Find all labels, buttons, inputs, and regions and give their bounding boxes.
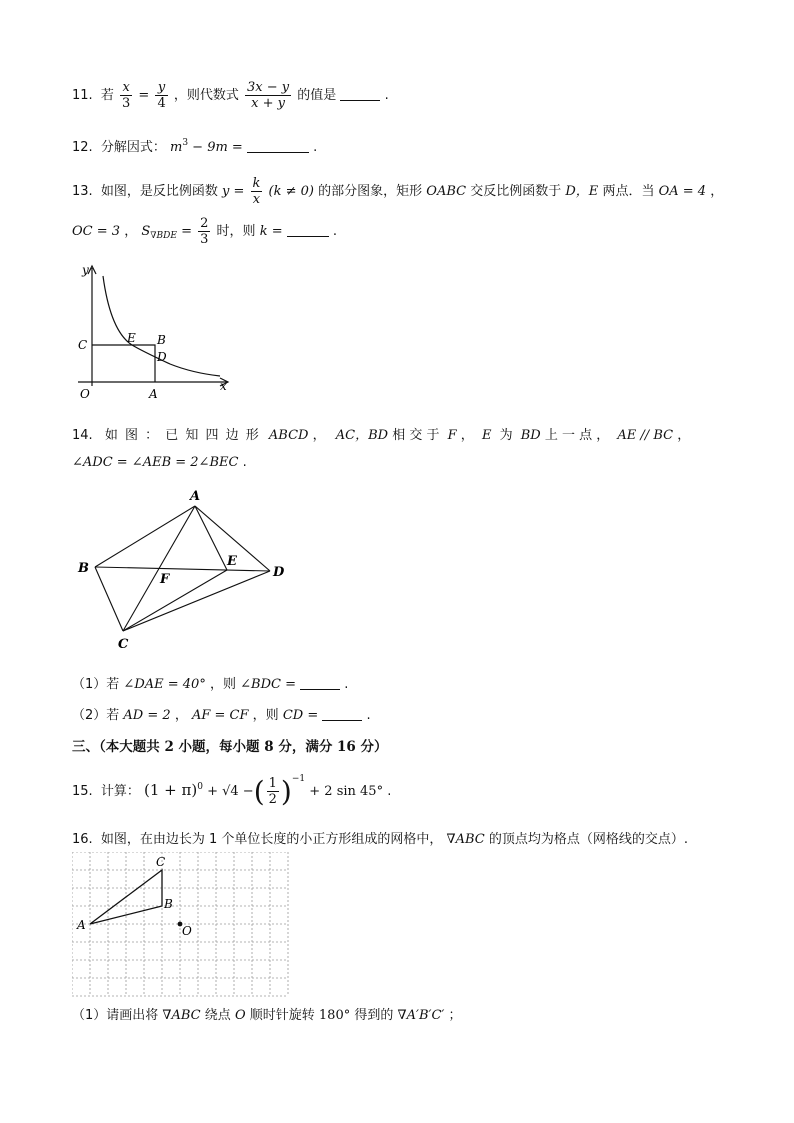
question-number: 16.	[72, 832, 93, 847]
label-b: B	[78, 561, 89, 576]
comma: ，	[312, 428, 326, 443]
period: .	[366, 708, 371, 723]
point-e: E	[481, 428, 492, 443]
period: .	[344, 677, 349, 692]
comma: ，	[124, 224, 138, 239]
text: 的部分图象，矩形	[318, 184, 423, 199]
fraction-y-over-4: $\frac{y}{4}$	[157, 80, 166, 111]
question-14-part-1	[72, 673, 348, 692]
answer-blank[interactable]	[287, 224, 329, 237]
equals-sign: =	[181, 224, 192, 239]
area-symbol: $S_{\nabla BDE}$	[141, 224, 177, 241]
text: 相 交 于	[392, 428, 440, 443]
question-13-line-2	[72, 216, 337, 247]
question-16	[72, 828, 688, 847]
points-de: D，E	[565, 184, 599, 199]
asked-cd: CD =	[282, 708, 319, 723]
quad-name: ABCD	[268, 428, 309, 443]
function-lhs: y =	[221, 184, 245, 199]
comma: ，	[460, 428, 474, 443]
label-y: y	[82, 263, 89, 277]
segment-ae	[195, 506, 227, 570]
figure-14-quadrilateral	[70, 484, 300, 654]
label-o: O	[182, 924, 192, 938]
label-c: C	[78, 338, 88, 352]
question-16-part-1	[72, 1004, 462, 1023]
label-a: A	[149, 387, 158, 401]
text: 时，则	[216, 224, 256, 239]
label-e: E	[227, 554, 237, 569]
question-11	[72, 80, 389, 111]
text: 如图，在由边长为 1 个单位长度的小正方形组成的网格中，	[100, 832, 443, 847]
period: .	[332, 224, 338, 239]
period: .	[313, 140, 318, 155]
question-number: 15.	[72, 784, 93, 799]
label-d: D	[273, 565, 285, 580]
period: .	[242, 455, 247, 470]
answer-blank[interactable]	[300, 677, 340, 690]
text: 的顶点均为格点（网格线的交点）.	[488, 832, 689, 847]
label-e: E	[127, 331, 136, 345]
section-3-heading: 三、（本大题共 2 小题，每小题 8 分，满分 16 分）	[72, 739, 388, 755]
text: （1）若	[72, 677, 120, 692]
given-ad: AD = 2	[123, 708, 171, 723]
text: 交反比例函数于	[470, 184, 562, 199]
label-b: B	[157, 333, 166, 347]
figure-13-graph	[70, 258, 240, 403]
question-number: 12.	[72, 140, 93, 155]
label-a: A	[190, 489, 201, 504]
fraction-k-over-x: $\frac{k}{x}$	[252, 176, 261, 207]
condition: (k ≠ 0)	[268, 184, 314, 199]
period: .	[384, 88, 389, 103]
expression: $(1 + \pi)^0 + √4$ −( $\frac{1}{2}$ )$^{-1}$ + 2 sin 45°	[143, 774, 384, 808]
label-d: D	[157, 350, 167, 364]
question-number: 11.	[72, 88, 93, 103]
label-o: O	[80, 387, 90, 401]
fraction-expression: $\frac{3x - y}{x + y}$	[247, 80, 290, 111]
text: 两点．当	[602, 184, 655, 199]
question-15	[72, 774, 391, 808]
text: ，则	[252, 708, 279, 723]
label-x: x	[220, 379, 227, 393]
question-13	[72, 176, 723, 207]
text: 绕点	[204, 1008, 231, 1023]
question-12	[72, 136, 317, 155]
label-a: A	[77, 918, 86, 932]
oc-value: OC = 3	[72, 224, 121, 239]
point-o-name: O	[234, 1008, 246, 1023]
given-angle: ∠DAE = 40°	[123, 677, 206, 692]
expression: $m^3 - 9m$ =	[169, 138, 243, 155]
rotated-triangle-name: ∇A′B′C′	[397, 1008, 445, 1023]
rotation-angle: 180°	[318, 1008, 351, 1023]
comma: ，	[174, 708, 188, 723]
text: 得到的	[354, 1008, 394, 1023]
text: 上 一 点 ，	[544, 428, 610, 443]
semicolon: ；	[448, 1008, 462, 1023]
text: 如 图 ： 已 知 四 边 形	[104, 428, 259, 443]
label-b: B	[164, 897, 173, 911]
diagonal-bd	[95, 567, 270, 571]
question-number: 14.	[72, 428, 93, 443]
label-f: F	[160, 572, 170, 587]
text: （1）请画出将	[72, 1008, 159, 1023]
text: 的值是	[297, 88, 337, 103]
segment-bd: BD	[520, 428, 541, 443]
question-number: 13.	[72, 184, 93, 199]
rect-name: OABC	[426, 184, 467, 199]
text: ，则	[209, 677, 236, 692]
triangle-abc[interactable]	[90, 870, 162, 924]
comma: ，	[677, 428, 691, 443]
asked-angle: ∠BDC =	[240, 677, 296, 692]
text: （2）若	[72, 708, 120, 723]
angle-condition: ∠ADC = ∠AEB = 2∠BEC	[72, 455, 239, 470]
equals-sign: =	[138, 88, 150, 103]
text: ，则代数式	[173, 88, 239, 103]
figure-16-grid	[72, 852, 290, 998]
segment-ce	[123, 570, 227, 631]
comma: ，	[710, 184, 724, 199]
given-af-cf: AF = CF	[191, 708, 249, 723]
rectangle-oabc	[92, 345, 155, 382]
k-equals: k =	[259, 224, 283, 239]
label-c: C	[118, 637, 129, 652]
edge-cd	[123, 571, 270, 631]
edge-bc	[95, 567, 123, 631]
triangle-name: ∇ABC	[446, 832, 485, 847]
text: 计算：	[100, 784, 140, 799]
fraction-2-over-3: $\frac{2}{3}$	[200, 216, 209, 247]
text: 分解因式：	[100, 140, 166, 155]
period: .	[387, 784, 392, 799]
text: 若	[100, 88, 114, 103]
oa-value: OA = 4	[658, 184, 707, 199]
label-c: C	[156, 855, 166, 869]
question-14-part-2	[72, 704, 371, 723]
text: 如图，是反比例函数	[100, 184, 218, 199]
point-f: F	[447, 428, 457, 443]
text: 为	[499, 428, 513, 443]
triangle-name: ∇ABC	[162, 1008, 201, 1023]
question-14	[72, 424, 690, 443]
text: 顺时针旋转	[249, 1008, 315, 1023]
edge-ab	[95, 506, 195, 567]
parallel-condition: AE // BC	[617, 428, 674, 443]
answer-blank[interactable]	[340, 88, 380, 101]
answer-blank[interactable]	[247, 140, 309, 153]
question-14-line-2	[72, 455, 247, 470]
diagonals: AC，BD	[335, 428, 389, 443]
answer-blank[interactable]	[322, 708, 362, 721]
fraction-x-over-3: $\frac{x}{3}$	[121, 80, 131, 111]
